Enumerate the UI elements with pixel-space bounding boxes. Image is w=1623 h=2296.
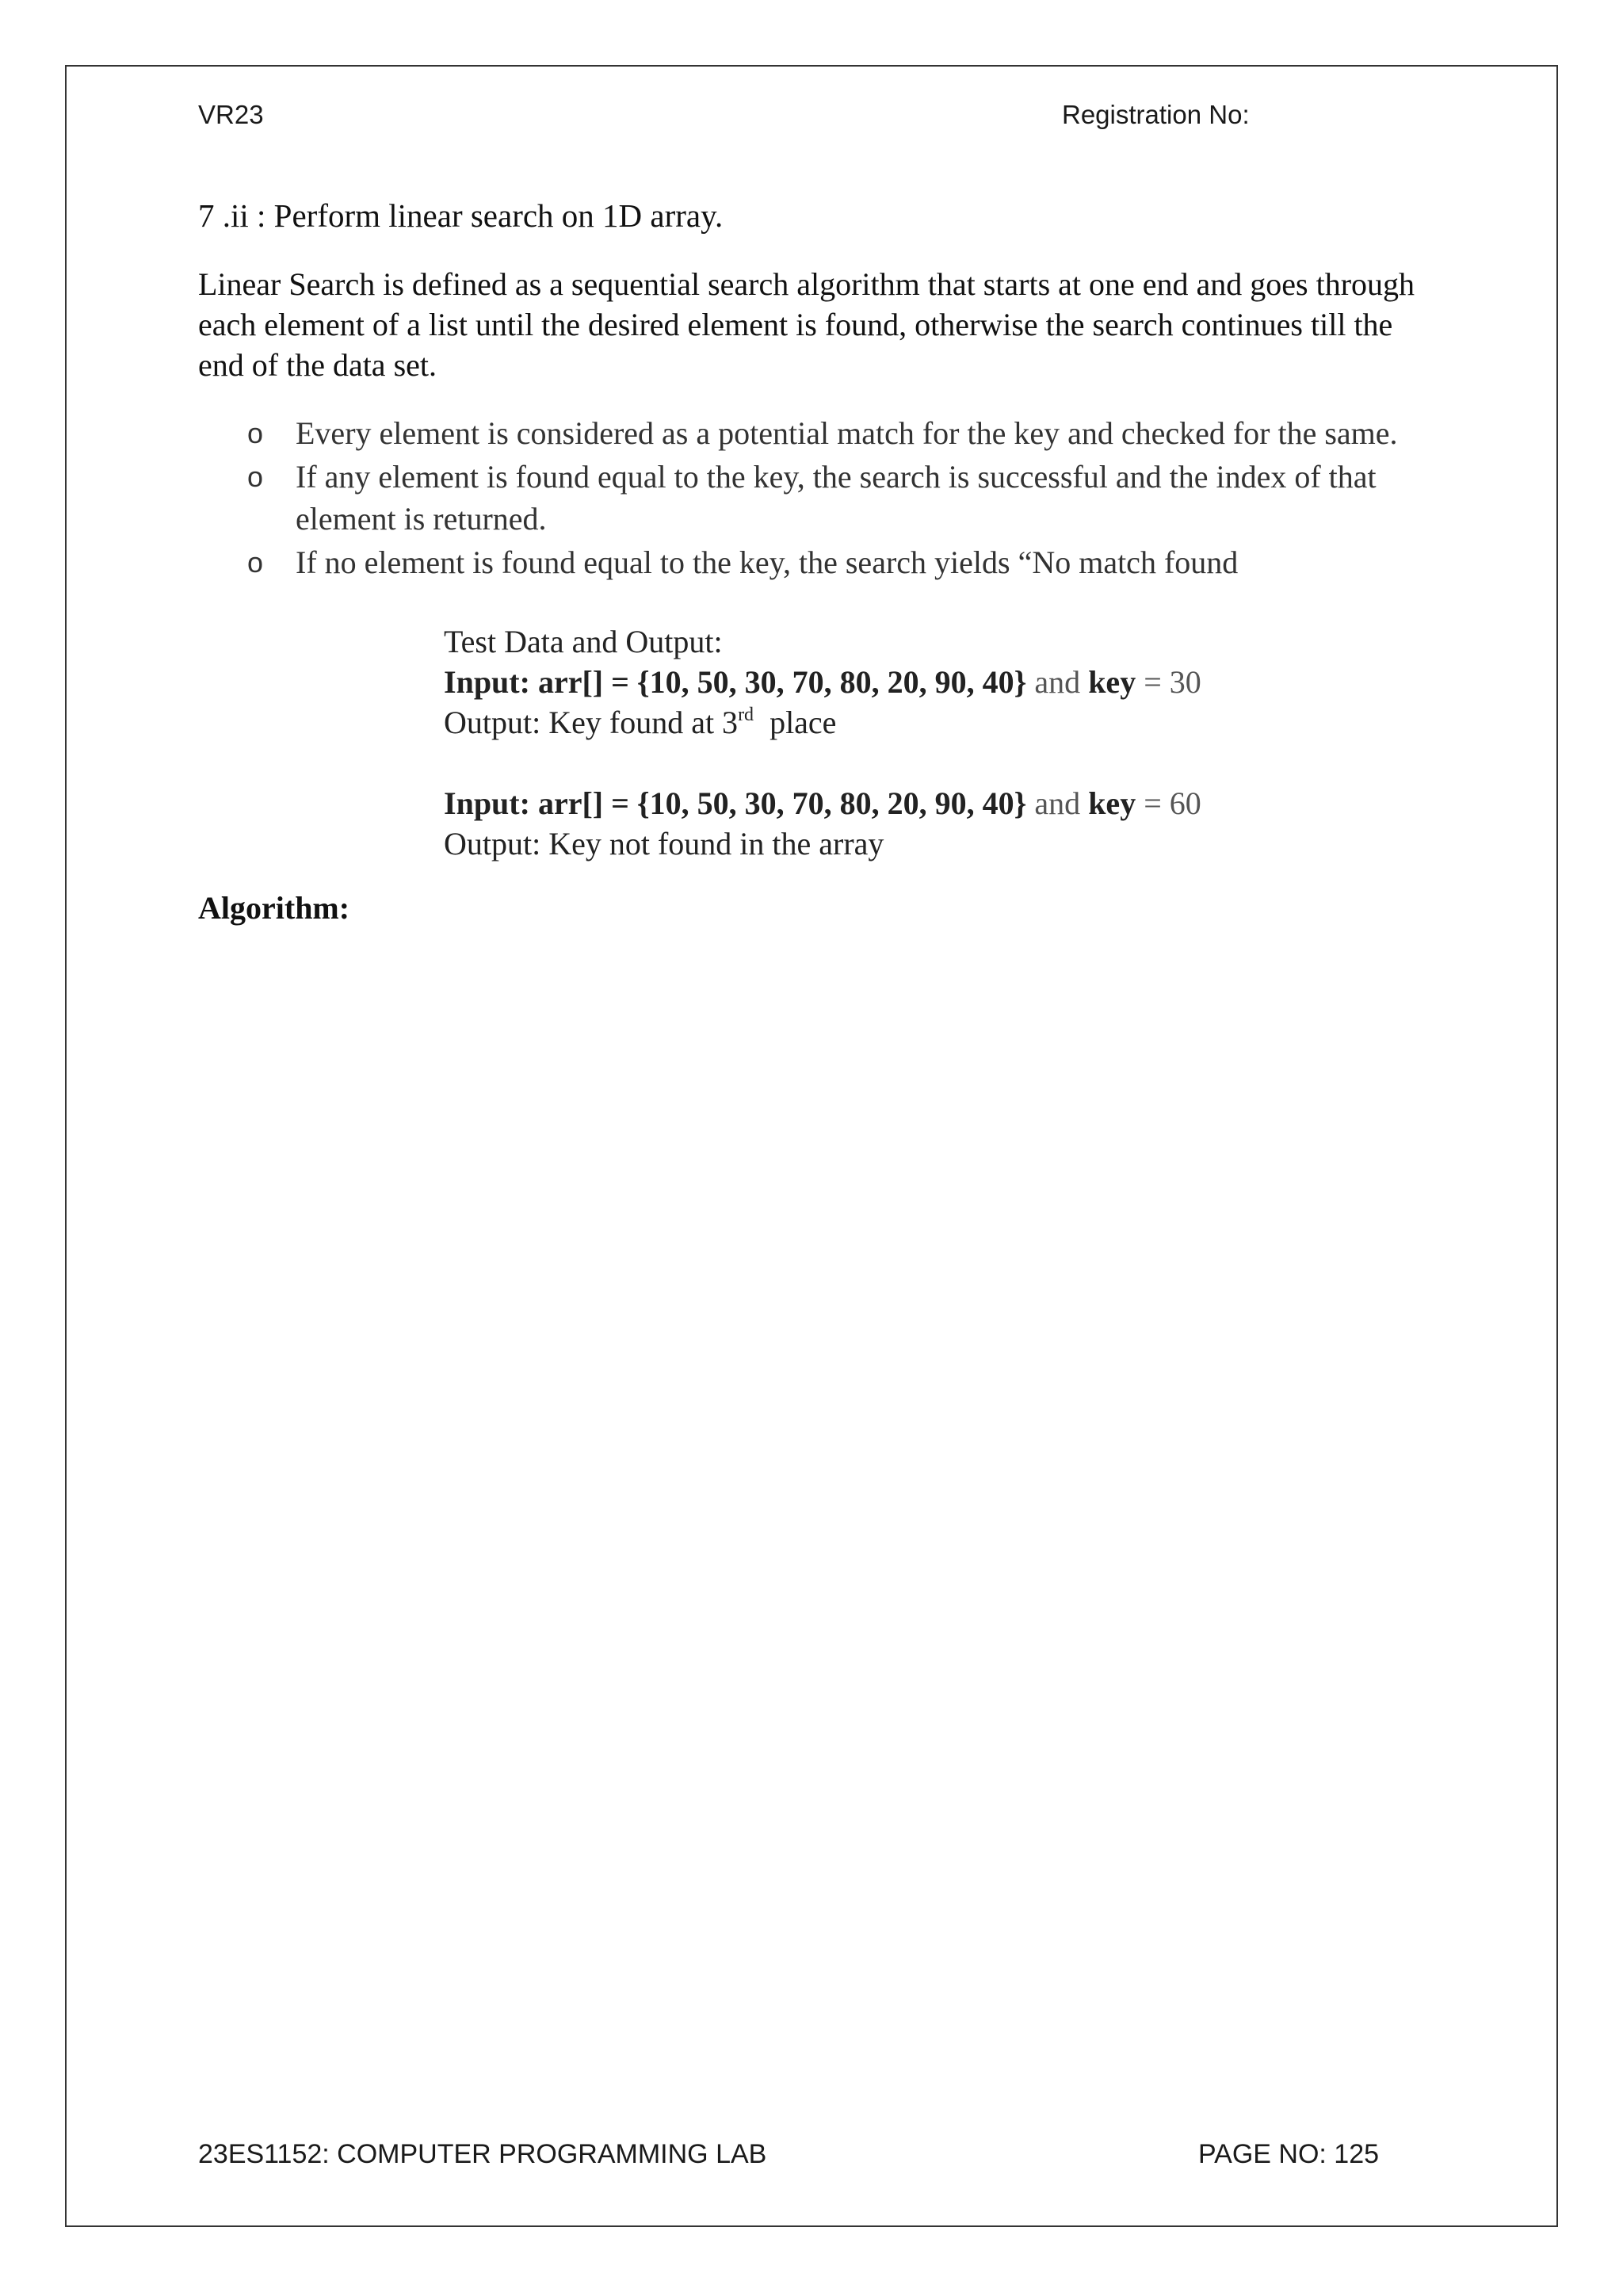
header-registration-label: Registration No: (1062, 100, 1250, 129)
bullet-text: Every element is considered as a potential match for the key and checked for the same. (296, 415, 1398, 451)
test-case-2-input (444, 783, 1395, 823)
list-item (198, 456, 1434, 540)
test-data-block (444, 621, 1395, 864)
and-text: and (1026, 664, 1089, 700)
test-case-1-input (444, 662, 1395, 702)
bullet-marker: o (247, 417, 264, 449)
output-suffix: place (754, 705, 837, 740)
and-text: and (1026, 785, 1089, 821)
bullet-text: If no element is found equal to the key, the search yields “No match found (296, 544, 1239, 580)
bullet-marker: o (247, 546, 264, 579)
test-heading: Test Data and Output: (444, 624, 723, 659)
key-value: = 60 (1136, 785, 1201, 821)
header-left: VR23 (198, 100, 264, 129)
spacer (444, 743, 1395, 783)
bullet-marker: o (247, 460, 264, 493)
footer-page-number: PAGE NO: 125 (1198, 2139, 1380, 2169)
key-label: key (1088, 664, 1136, 700)
ordinal-suffix: rd (738, 705, 754, 725)
key-value: = 30 (1136, 664, 1201, 700)
list-item (198, 412, 1434, 454)
list-item (198, 541, 1434, 583)
output-text: Output: Key found at 3 (444, 705, 739, 740)
footer-course: 23ES1152: COMPUTER PROGRAMMING LAB (198, 2139, 767, 2169)
input-label: Input: arr[] = {10, 50, 30, 70, 80, 20, 90, 40} (444, 664, 1027, 700)
algorithm-heading: Algorithm: (198, 890, 350, 926)
test-case-2-output: Output: Key not found in the array (444, 826, 884, 861)
intro-paragraph: Linear Search is defined as a sequential search algorithm that starts at one end and goes through each element of a list until the desired element is found, otherwise the search continues till the end of the data set. (198, 266, 1415, 383)
test-case-1-output (444, 702, 1395, 743)
page-border (65, 65, 1558, 2227)
bullet-list (198, 412, 1434, 585)
exercise-title: 7 .ii : Perform linear search on 1D array. (198, 197, 724, 234)
key-label: key (1088, 785, 1136, 821)
input-label: Input: arr[] = {10, 50, 30, 70, 80, 20, 90, 40} (444, 785, 1027, 821)
bullet-text: If any element is found equal to the key, the search is successful and the index of that element is returned. (296, 459, 1377, 537)
